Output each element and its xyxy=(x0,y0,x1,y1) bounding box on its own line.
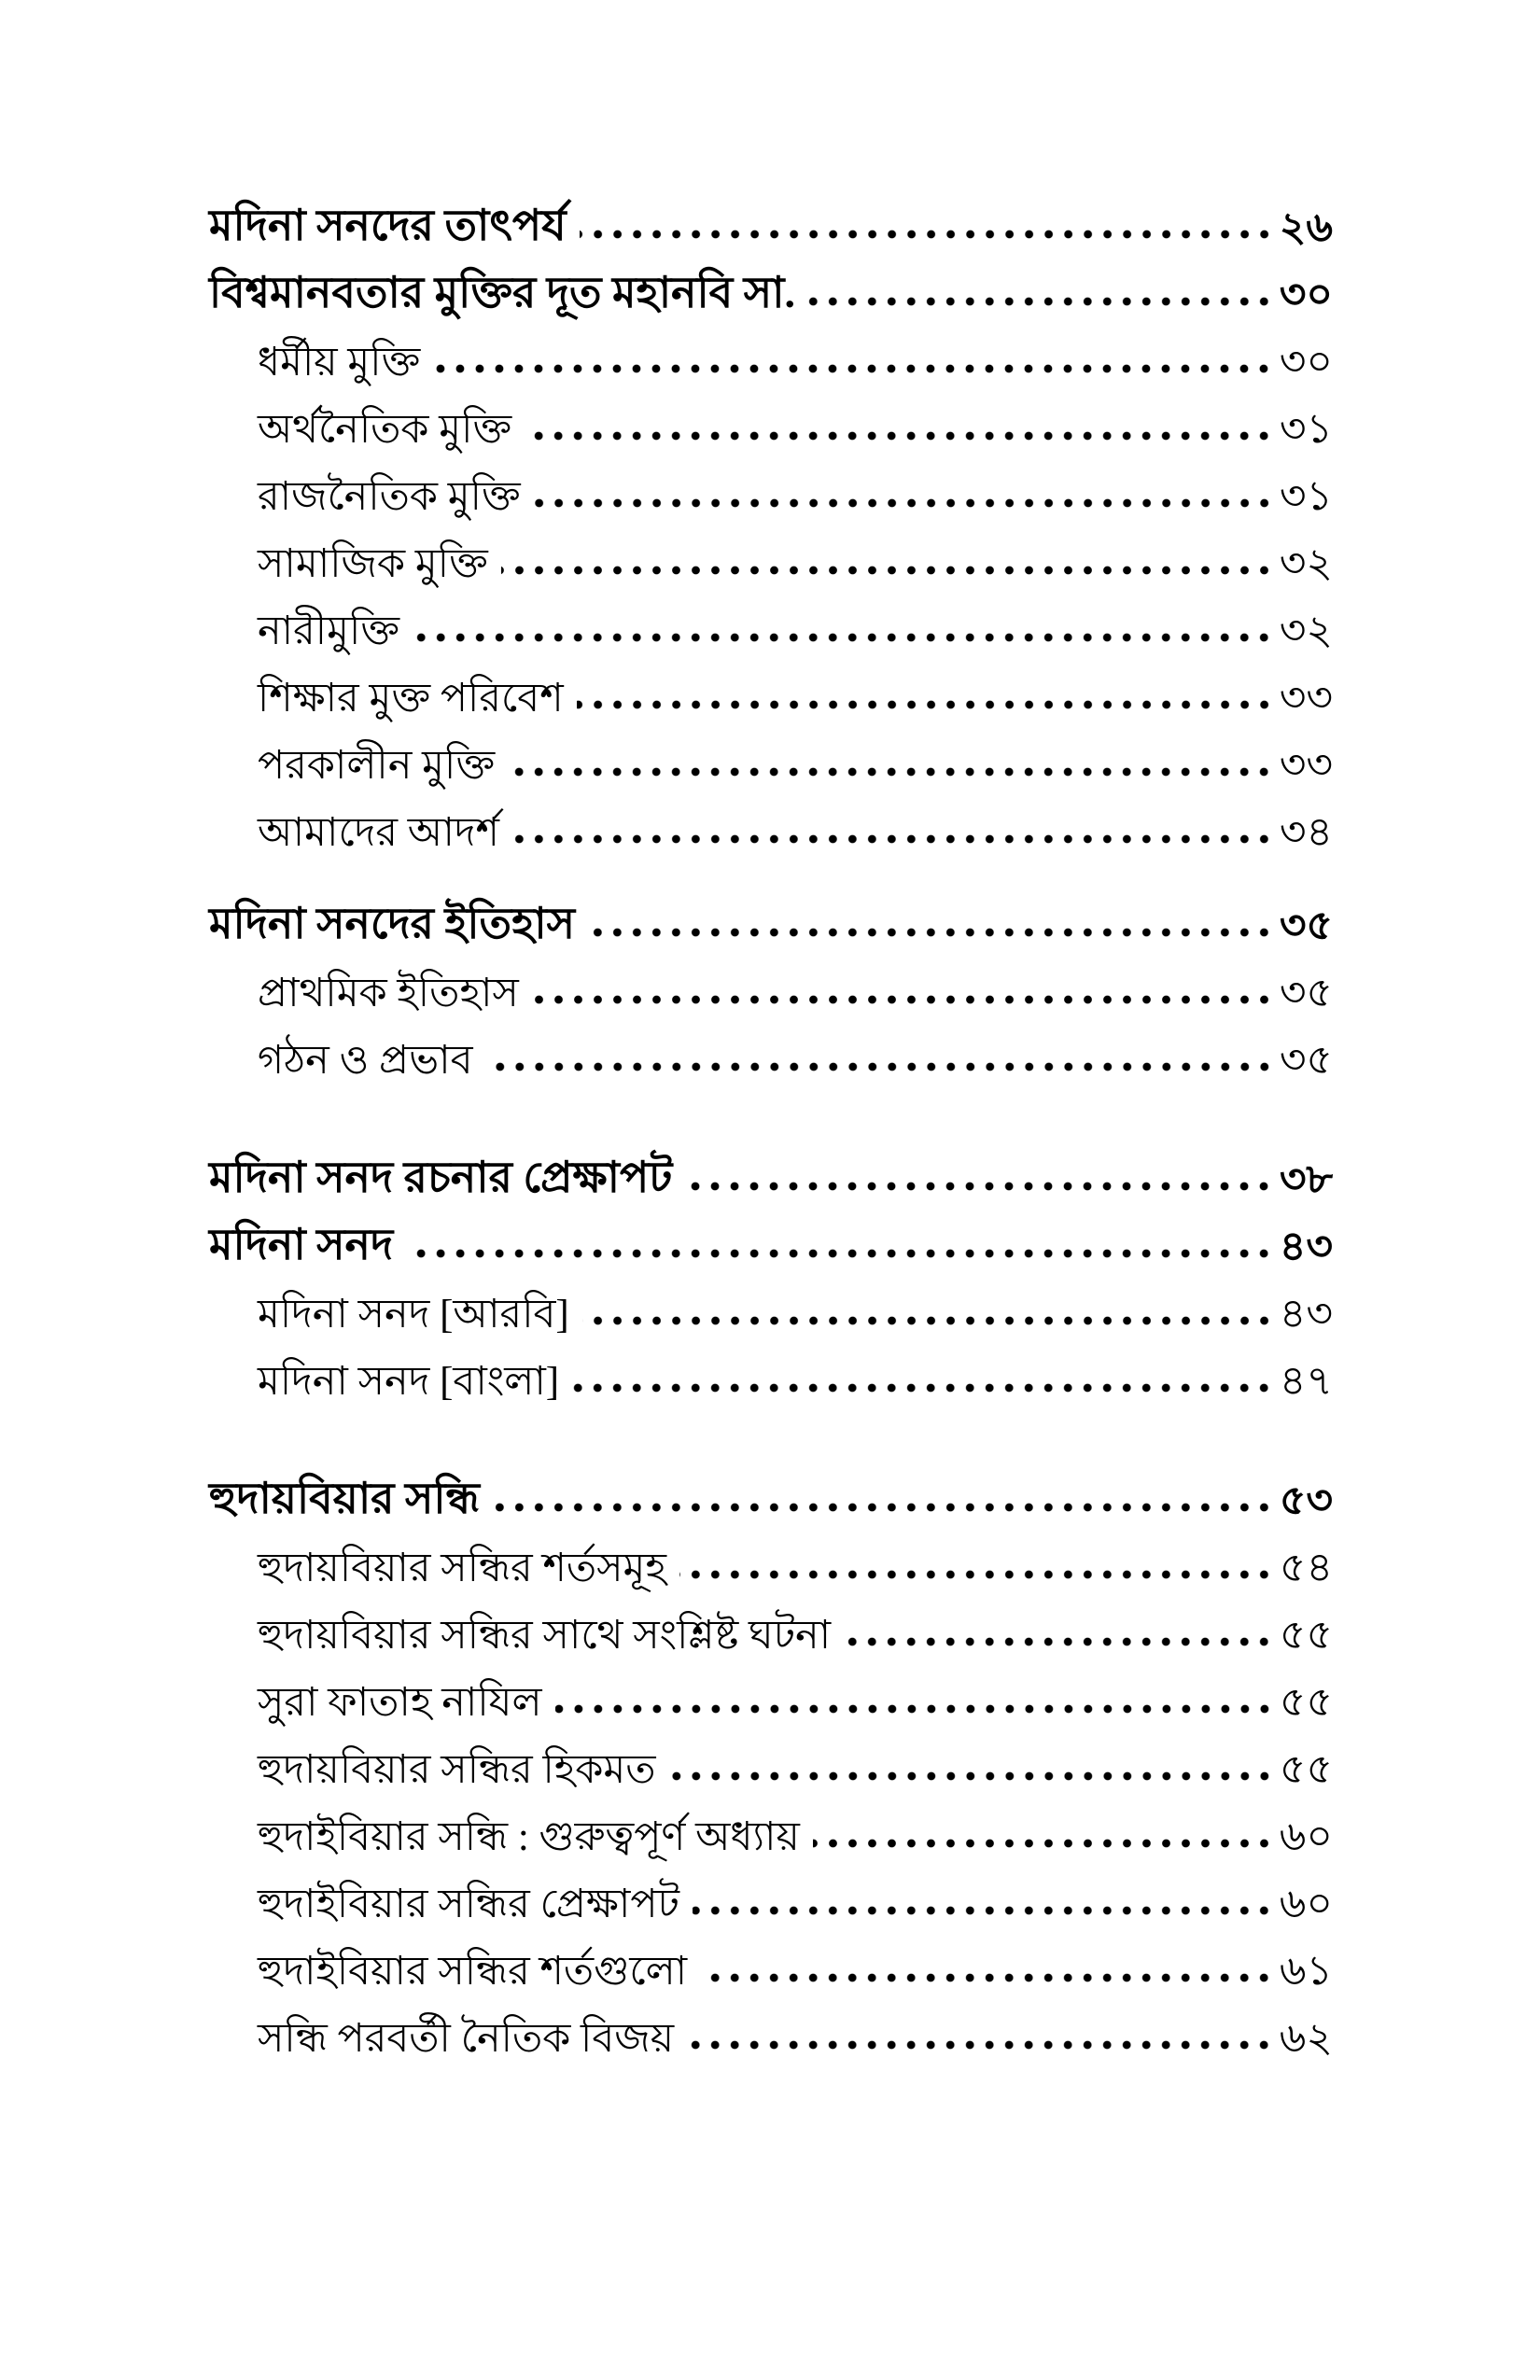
toc-entry-title: মদিনা সনদ xyxy=(209,1221,394,1269)
toc-entry-title: হুদাইবিয়ার সন্ধির প্রেক্ষাপট xyxy=(258,1882,679,1926)
dot-leader xyxy=(693,1906,1274,1915)
toc-entry-title: মদিনা সনদ [বাংলা] xyxy=(258,1359,560,1404)
toc-entry xyxy=(209,657,1333,724)
toc-entry-title: হুদাইবিয়ার সন্ধির শর্তগুলো xyxy=(258,1949,688,1994)
toc-entry xyxy=(209,1930,1333,1997)
toc-entry-title: নারীমুক্তি xyxy=(258,609,400,653)
dot-leader xyxy=(486,1062,1274,1071)
toc-entry xyxy=(209,1460,1333,1527)
toc-entry xyxy=(209,1273,1333,1340)
toc-entry-page: ৩৩ xyxy=(1279,674,1333,721)
toc-entry xyxy=(209,1527,1333,1594)
toc-entry-page: ৪৭ xyxy=(1279,1357,1333,1404)
dot-leader xyxy=(844,1637,1274,1646)
dot-leader xyxy=(508,767,1274,777)
toc-entry-title: মদিনা সনদ [আরবি] xyxy=(258,1292,569,1337)
toc-entry-page: ৬০ xyxy=(1279,1880,1333,1926)
toc-entry-title: হুদায়বিয়ার সন্ধি xyxy=(209,1475,480,1523)
toc-entry-page: ৫৪ xyxy=(1279,1544,1333,1590)
dot-leader xyxy=(534,498,1274,508)
dot-leader xyxy=(572,1383,1274,1393)
toc-entry-page: ৩৩ xyxy=(1279,741,1333,788)
toc-entry xyxy=(209,388,1333,455)
dot-leader xyxy=(433,364,1273,373)
toc-entry-page: ৩৮ xyxy=(1279,1155,1333,1202)
toc-entry-title: মদিনা সনদের ইতিহাস xyxy=(209,900,575,948)
dot-leader xyxy=(687,2040,1274,2050)
toc-entry-page: ৫৫ xyxy=(1279,1678,1333,1725)
toc-entry xyxy=(209,1661,1333,1729)
toc-entry-page: ৩৫ xyxy=(1279,969,1333,1015)
toc-entry-page: ৩৫ xyxy=(1279,902,1333,948)
dot-leader xyxy=(413,633,1274,642)
toc-entry-page: ৪৩ xyxy=(1279,1223,1333,1269)
toc-entry-page: ৩৪ xyxy=(1279,808,1333,855)
dot-leader xyxy=(555,1704,1274,1714)
toc-entry-page: ৩২ xyxy=(1279,607,1333,653)
toc-section xyxy=(209,885,1333,1086)
toc-entry-title: সুরা ফাতাহ নাযিল xyxy=(258,1680,542,1725)
toc-entry-title: সামাজিক মুক্তি xyxy=(258,541,488,586)
toc-entry-title: হুদায়বিয়ার সন্ধির সাথে সংশ্লিষ্ট ঘটনা xyxy=(258,1613,832,1658)
dot-leader xyxy=(512,834,1274,844)
toc-entry-page: ৪৩ xyxy=(1279,1290,1333,1337)
toc-section xyxy=(209,187,1333,859)
toc-entry-title: গঠন ও প্রভাব xyxy=(258,1038,473,1083)
toc-entry xyxy=(209,590,1333,657)
toc-entry xyxy=(209,1139,1333,1206)
toc-section xyxy=(209,1139,1333,1407)
toc-entry-page: ৩১ xyxy=(1279,405,1333,452)
toc-entry xyxy=(209,1997,1333,2065)
dot-leader xyxy=(580,230,1274,239)
toc-entry-title: হুদায়বিয়ার সন্ধির হিকমত xyxy=(258,1747,656,1792)
toc-entry xyxy=(209,187,1333,254)
toc-entry-title: হুদায়বিয়ার সন্ধির শর্তসমূহ xyxy=(258,1546,667,1590)
toc-section xyxy=(209,1460,1333,2065)
toc-entry-title: হুদাইবিয়ার সন্ধি : গুরুত্বপূর্ণ অধ্যায় xyxy=(258,1814,800,1859)
dot-leader xyxy=(493,1503,1274,1512)
toc-entry-title: রাজনৈতিক মুক্তি xyxy=(258,474,521,519)
toc-entry-page: ৬১ xyxy=(1279,1947,1333,1994)
dot-leader xyxy=(808,297,1274,306)
dot-leader xyxy=(582,1316,1274,1325)
dot-leader xyxy=(577,700,1274,709)
toc-entry-page: ৫৩ xyxy=(1279,1477,1333,1523)
toc-entry-page: ৫৫ xyxy=(1279,1611,1333,1658)
toc-entry-title: অর্থনৈতিক মুক্তি xyxy=(258,407,512,452)
dot-leader xyxy=(525,431,1274,441)
toc-entry xyxy=(209,1863,1333,1930)
toc-entry xyxy=(209,523,1333,590)
dot-leader xyxy=(588,928,1274,937)
toc-entry xyxy=(209,321,1333,388)
toc-entry xyxy=(209,254,1333,321)
toc-entry-title: পরকালীন মুক্তি xyxy=(258,743,496,788)
toc-entry xyxy=(209,1594,1333,1661)
toc-entry-title: শিক্ষার মুক্ত পরিবেশ xyxy=(258,676,564,721)
toc-entry-page: ২৬ xyxy=(1279,203,1333,250)
toc-entry-title: বিশ্বমানবতার মুক্তির দূত মহানবি সা. xyxy=(209,269,795,317)
dot-leader xyxy=(813,1839,1274,1848)
toc-entry-page: ৩০ xyxy=(1279,338,1333,385)
toc-entry xyxy=(209,791,1333,859)
toc-entry xyxy=(209,1206,1333,1273)
toc-entry-page: ৩২ xyxy=(1279,539,1333,586)
toc-entry-page: ৫৫ xyxy=(1279,1745,1333,1792)
toc-entry-page: ৩৫ xyxy=(1279,1036,1333,1083)
dot-leader xyxy=(700,1973,1274,1982)
toc-entry-page: ৩১ xyxy=(1279,472,1333,519)
dot-leader xyxy=(406,1249,1274,1258)
dot-leader xyxy=(669,1771,1274,1781)
toc-entry-title: মদিনা সনদ রচনার প্রেক্ষাপট xyxy=(209,1154,673,1202)
toc-entry xyxy=(209,1340,1333,1407)
dot-leader xyxy=(685,1182,1274,1191)
toc-entry-title: মদিনা সনদের তাৎপর্য xyxy=(209,202,567,250)
toc-entry-page: ৩০ xyxy=(1279,271,1333,317)
toc-entry xyxy=(209,455,1333,523)
dot-leader xyxy=(532,995,1274,1004)
dot-leader xyxy=(501,566,1274,575)
toc-entry xyxy=(209,1019,1333,1086)
toc-entry-title: সন্ধি পরবর্তী নৈতিক বিজয় xyxy=(258,2016,675,2061)
toc-entry xyxy=(209,724,1333,791)
toc-entry-title: আমাদের আদর্শ xyxy=(258,810,499,855)
toc-entry-page: ৬০ xyxy=(1279,1813,1333,1859)
toc-entry-title: ধর্মীয় মুক্তি xyxy=(258,340,421,385)
toc-entry xyxy=(209,952,1333,1019)
toc-entry-page: ৬২ xyxy=(1279,2014,1333,2061)
toc-entry xyxy=(209,885,1333,952)
dot-leader xyxy=(679,1570,1274,1579)
toc-entry xyxy=(209,1796,1333,1863)
toc-entry xyxy=(209,1729,1333,1796)
toc-entry-title: প্রাথমিক ইতিহাস xyxy=(258,971,519,1015)
